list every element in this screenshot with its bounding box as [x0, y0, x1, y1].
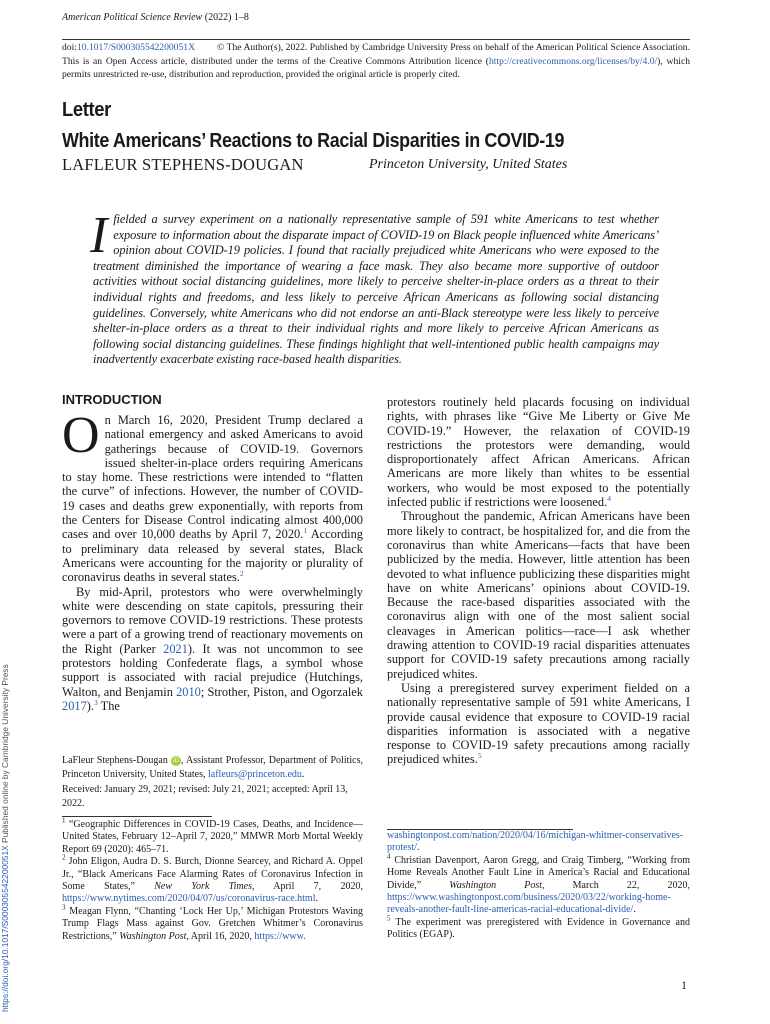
license-link[interactable]: http://creativecommons.org/licenses/by/4.0/: [488, 55, 658, 67]
article-type: Letter: [62, 99, 111, 121]
header-rule: [62, 39, 690, 40]
citation-link[interactable]: 2017: [62, 698, 87, 713]
footnotes-left: [62, 816, 364, 943]
paragraph: protestors routinely held placards focusing on individual rights, with phrases like “Give Me Liberty or Give Me COVID-19.” However, the relaxation of COVID-19 restrictions the protestors were demanding, would disproportionately affect African Americans. African Americans are more likely than whites to be essential workers, who would be most exposed to the potentially infected public if restrictions were loosened.$^4$: [387, 395, 690, 510]
journal-meta: (2022) 1–8: [204, 12, 249, 23]
author-email-link[interactable]: lafleurs@princeton.edu: [208, 768, 302, 780]
received-dates: Received: January 29, 2021; revised: July 21, 2021; accepted: April 13, 2022.: [62, 784, 348, 809]
section-heading: INTRODUCTION: [62, 392, 162, 407]
footnote-url[interactable]: https://www.: [254, 930, 306, 942]
footnote-ref[interactable]: 4: [607, 493, 611, 503]
abstract: [90, 207, 659, 368]
footnote-url[interactable]: washingtonpost.com/nation/2020/04/16/michigan-whitmer-conservatives-protest/: [387, 830, 684, 854]
body-column-right: [387, 395, 690, 767]
citation-link[interactable]: 2021: [163, 641, 188, 656]
footnote: $^2$ John Eligon, Audra D. S. Burch, Dionne Searcey, and Richard A. Oppel Jr., “Black Americans Face Alarming Rates of Coronavirus Infection in Some States,” New York Times, April 7, 2020, https://www.nytimes.com/2020/04/07/us/coronavirus-race.html.: [62, 853, 363, 905]
orcid-icon[interactable]: iD: [171, 756, 181, 766]
sidebar-doi: https://doi.org/10.1017/S000305542200051X Published online by Cambridge University Press: [0, 664, 10, 1012]
footnote: $^5$ The experiment was preregistered with Evidence in Governance and Politics (EGAP).: [387, 914, 690, 941]
page-number: 1: [681, 978, 687, 992]
sidebar-doi-link[interactable]: https://doi.org/10.1017/S000305542200051X: [0, 845, 10, 1012]
doi-link[interactable]: 10.1017/S000305542200051X: [76, 42, 195, 53]
copyright-text: © The Author(s), 2022. Published by Cambridge University Press on behalf of the American Political Science Association. This is an Open Access article, distributed under the terms of the Creative Commons Attribution licence (: [62, 42, 690, 67]
footnote-ref[interactable]: 2: [239, 569, 244, 579]
footnote-url[interactable]: https://www.washingtonpost.com/business/2020/03/22/working-home-reveals-another-fault-line-americas-racial-educational-divide/: [387, 892, 671, 916]
footnote-rule: [62, 816, 212, 817]
footnote-ref[interactable]: 3: [94, 697, 98, 707]
footnote-ref[interactable]: 5: [477, 751, 482, 761]
author-affiliation: Princeton University, United States: [369, 157, 568, 172]
footnote: $^3$ Meagan Flynn, “Chanting ‘Lock Her Up,’ Michigan Protestors Waving Trump Flags Mass against Gov. Gretchen Whitmer’s Coronavirus Restrictions,” Washington Post, April 16, 2020, https://www.: [62, 903, 363, 942]
abstract-text: fielded a survey experiment on a nationally representative sample of 591 white Americans to test whether exposure to information about the disparate impact of COVID-19 on Black people influenced white Americans’ opinion about COVID-19 policies. I found that racially prejudiced white Americans who were exposed to the treatment diminished the importance of wearing a face mask. They also became more supportive of outdoor activities without social distancing guidelines, more likely to perceive shelter-in-place orders as a threat to their individual rights and freedoms, and less likely to perceive African Americans as following social distancing guidelines. Conversely, white Americans who did not endorse an anti-Black stereotype were less likely to perceive shelter-in-place orders as a threat to their individual rights and more likely to perceive African Americans as following social distancing guidelines. These findings highlight that well-intentioned public health campaigns may inadvertently exacerbate existing race-based health disparities.: [93, 212, 659, 367]
citation-link[interactable]: 2010: [176, 684, 201, 699]
footnotes-right: [387, 830, 690, 942]
paragraph: On March 16, 2020, President Trump declared a national emergency and asked Americans to avoid gatherings because of COVID-19. Governors issued shelter-in-place orders requiring Americans to stay home. These restrictions were intended to “flatten the curve” of infections. However, the number of COVID-19 cases and deaths grew exponentially, with reports from the Centers for Disease Control indicating almost 400,000 cases and over 10,000 deaths by April 7, 2020.$^1$ According to preliminary data released by several states, Black Americans were accounting for the majority or plurality of coronavirus deaths in several states.$^2$: [62, 407, 364, 585]
license-block: [62, 41, 690, 82]
footnote: washingtonpost.com/nation/2020/04/16/michigan-whitmer-conservatives-protest/.: [387, 830, 684, 854]
paragraph: Throughout the pandemic, African Americans have been more likely to contract, be hospitalized for, and die from the coronavirus than white Americans—facts that have been publicized by the media. However, little attention has been devoted to what influence publicizing these disparities might have on white Americans’ opinions about COVID-19. Because the race-based disparities associated with the coronavirus align with one of the most salient social cleavages in American politics—race—I ask whether drawing attention to COVID-19 racial disparities attenuates support for COVID-19 safety precautions among racially prejudiced whites.: [387, 509, 690, 681]
journal-header: [62, 12, 249, 23]
body-column-left: [62, 407, 364, 713]
footnote: $^4$ Christian Davenport, Aaron Gregg, and Craig Timberg, “Working from Home Reveals Another Fault Line in America’s Racial and Educational Divide,” Washington Post, March 22, 2020, https://www.washingtonpost.com/business/2020/03/22/working-home-reveals-another-fault-line-americas-racial-educational-divide/.: [387, 852, 691, 916]
footnote-url[interactable]: https://www.nytimes.com/2020/04/07/us/coronavirus-race.html: [62, 893, 316, 905]
footnote-ref[interactable]: 1: [303, 526, 308, 536]
intro-dropcap: O: [62, 407, 100, 464]
author-note: LaFleur Stephens-Dougan iD , Assistant Professor, Department of Politics, Princeton University, United States, lafleurs@princeton.edu.: [62, 755, 363, 780]
license-tail: ), which permits unrestricted re-use, distribution and reproduction, provided the original article is properly cited.: [62, 55, 690, 80]
paragraph: By mid-April, protestors who were overwhelmingly white were descending on state capitols, pressuring their governors to remove COVID-19 restrictions. These protests were a part of a growing trend of reactionary movements on the Right (Parker 2021). It was not uncommon to see protestors holding Confederate flags, a symbol whose support is associated with racial prejudice (Hutchings, Walton, and Benjamin 2010; Strother, Piston, and Ogorzalek 2017).$^3$ The: [62, 584, 364, 713]
paragraph: Using a preregistered survey experiment fielded on a nationally representative sample of 591 white Americans, I provide causal evidence that exposure to COVID-19 racial disparities information is associated with a negative response to COVID-19 safety precautions among racially prejudiced whites.$^5$: [387, 680, 690, 767]
article-title: White Americans’ Reactions to Racial Disparities in COVID-19: [62, 130, 565, 152]
footnote: $^1$ “Geographic Differences in COVID-19 Cases, Deaths, and Incidence—United States, February 12–April 7, 2020,” MMWR Morb Mortal Weekly Report 69 (2020): 465–71.: [62, 816, 364, 855]
author-name: LAFLEUR STEPHENS-DOUGAN: [62, 155, 304, 174]
journal-name: American Political Science Review: [62, 12, 203, 23]
doi-label: doi:: [62, 42, 77, 53]
abstract-dropcap: I: [90, 207, 108, 264]
